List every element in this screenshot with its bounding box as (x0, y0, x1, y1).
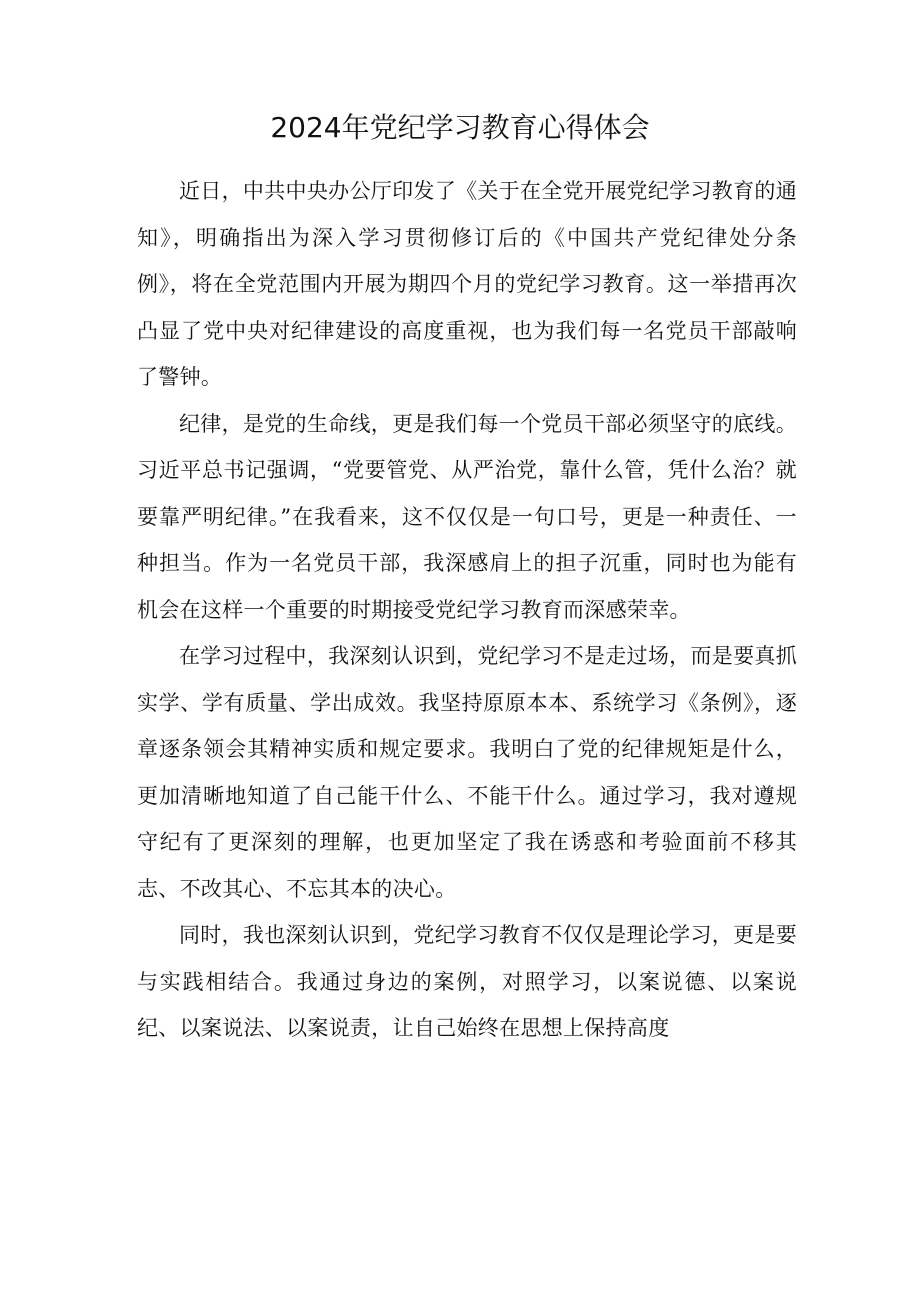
paragraph-4: 同时，我也深刻认识到，党纪学习教育不仅仅是理论学习，更是要与实践相结合。我通过身边的案例，对照学习，以案说德、以案说纪、以案说法、以案说责，让自己始终在思想上保持高度 (137, 923, 797, 1040)
paragraph-2: 纪律，是党的生命线，更是我们每一个党员干部必须坚守的底线。习近平总书记强调，“党要管党、从严治党，靠什么管，凭什么治？就要靠严明纪律。”在我看来，这不仅仅是一句口号，更是一种责任、一种担当。作为一名党员干部，我深感肩上的担子沉重，同时也为能有机会在这样一个重要的时期接受党纪学习教育而深感荣幸。 (137, 411, 797, 622)
paragraph-1: 近日，中共中央办公厅印发了《关于在全党开展党纪学习教育的通知》，明确指出为深入学习贯彻修订后的《中国共产党纪律处分条例》，将在全党范围内开展为期四个月的党纪学习教育。这一举措再次凸显了党中央对纪律建设的高度重视，也为我们每一名党员干部敲响了警钟。 (137, 179, 797, 389)
document-title: 2024年党纪学习教育心得体会 (270, 111, 650, 144)
document-body (137, 168, 797, 1052)
paragraph-3: 在学习过程中，我深刻认识到，党纪学习不是走过场，而是要真抓实学、学有质量、学出成效。我坚持原原本本、系统学习《条例》，逐章逐条领会其精神实质和规定要求。我明白了党的纪律规矩是什么，更加清晰地知道了自己能干什么、不能干什么。通过学习，我对遵规守纪有了更深刻的理解，也更加坚定了我在诱惑和考验面前不移其志、不改其心、不忘其本的决心。 (137, 644, 797, 901)
